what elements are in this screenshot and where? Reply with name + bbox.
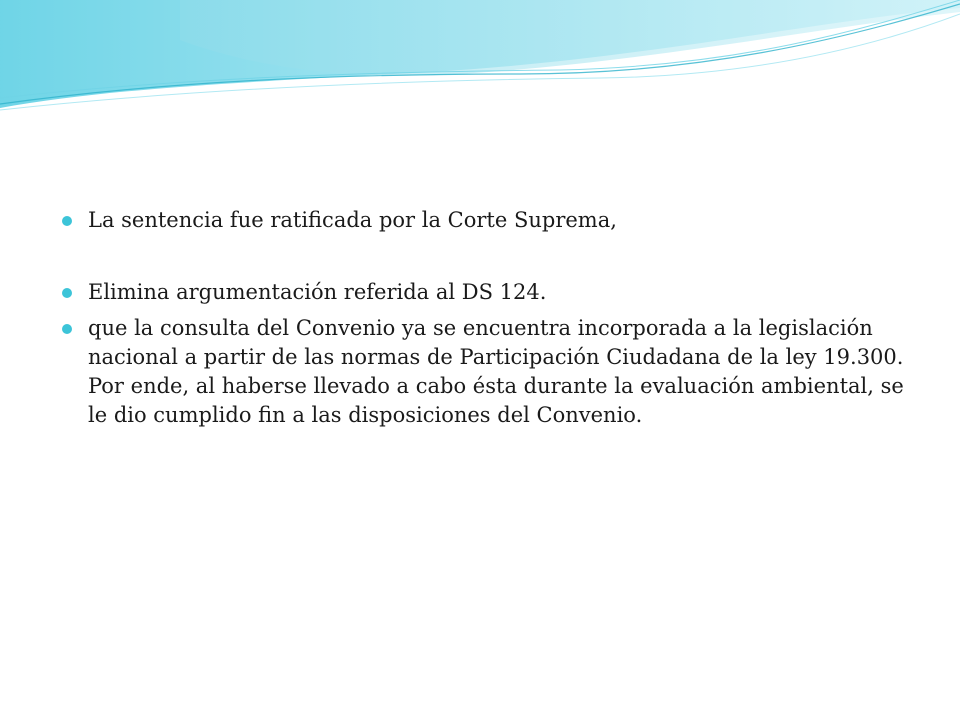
- bullet-text: La sentencia fue ratificada por la Corte Suprema,: [88, 208, 617, 232]
- bullet-text: que la consulta del Convenio ya se encuentra incorporada a la legislación nacional a partir de las normas de Participación Ciudadana de la ley 19.300. Por ende, al haberse llevado a cabo ésta durante la evaluación ambiental, se le dio cumplido fin a las disposiciones del Convenio.: [88, 316, 904, 427]
- bullet-dot-icon: [62, 216, 72, 226]
- bullet-item-consulta-convenio: [60, 314, 920, 430]
- bullet-list: [60, 206, 920, 430]
- bullet-text: Elimina argumentación referida al DS 124.: [88, 280, 547, 304]
- header-wave-decoration: [0, 0, 960, 120]
- content-body: [60, 206, 920, 430]
- bullet-dot-icon: [62, 324, 72, 334]
- bullet-dot-icon: [62, 288, 72, 298]
- bullet-item-ds-124: [60, 278, 920, 307]
- bullet-item-corte-suprema: [60, 206, 920, 235]
